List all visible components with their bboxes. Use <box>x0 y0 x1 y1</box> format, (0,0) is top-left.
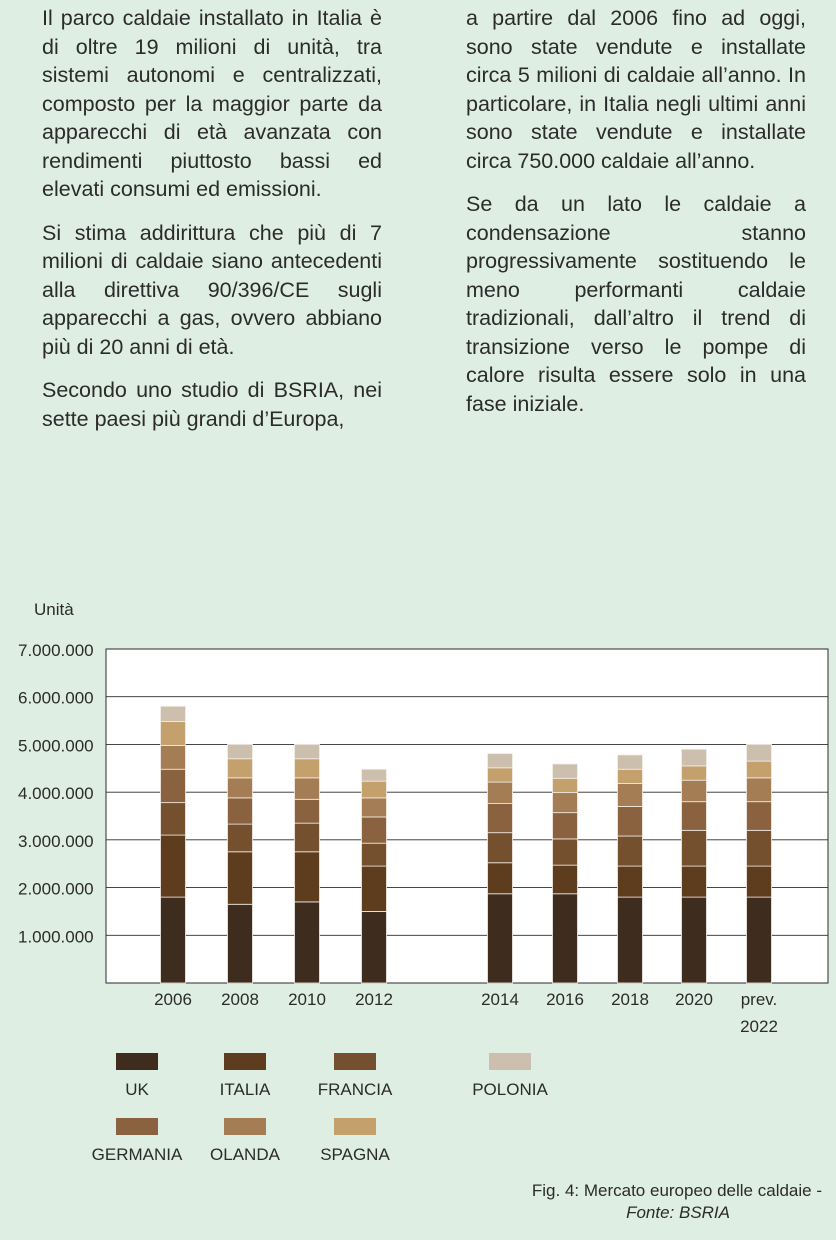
x-tick-label: 2006 <box>154 990 192 1009</box>
y-tick-label: 7.000.000 <box>18 641 94 660</box>
x-tick-label: 2022 <box>740 1017 778 1036</box>
legend-swatch <box>224 1118 266 1135</box>
bar-segment <box>747 761 772 778</box>
bar-segment <box>682 766 707 780</box>
y-tick-label: 6.000.000 <box>18 688 94 708</box>
bar-segment <box>228 824 253 852</box>
bar-segment <box>362 866 387 911</box>
bar-segment <box>295 902 320 983</box>
bar-segment <box>488 863 513 894</box>
y-tick-label: 2.000.000 <box>18 879 94 899</box>
bar-segment <box>228 852 253 904</box>
bar-segment <box>747 866 772 897</box>
bar-segment <box>362 769 387 781</box>
plot-area <box>106 649 828 983</box>
bar-segment <box>295 823 320 852</box>
bar-segment <box>747 897 772 983</box>
bar-segment <box>362 798 387 817</box>
paragraph: Se da un lato le caldaie a condensazione stanno progressivamente sostituendo le meno performanti caldaie tradizionali, dall’altro il trend di transizione verso le pompe di calore risulta essere solo in una fase iniziale. <box>466 192 806 416</box>
bar-segment <box>553 894 578 983</box>
bar-segment <box>618 784 643 807</box>
bar-segment <box>682 897 707 983</box>
legend-swatch <box>334 1118 376 1135</box>
bar-segment <box>228 778 253 798</box>
paragraph: Secondo uno studio di BSRIA, nei sette paesi più grandi d’Europa, <box>42 378 382 431</box>
legend-label: OLANDA <box>210 1145 280 1164</box>
bar-segment <box>618 806 643 836</box>
legend-label: SPAGNA <box>320 1145 390 1164</box>
x-tick-label: 2008 <box>221 990 259 1009</box>
x-tick-label: 2020 <box>675 990 713 1009</box>
bar-segment <box>228 759 253 778</box>
bar-segment <box>553 813 578 839</box>
bar-segment <box>553 793 578 813</box>
bar-segment <box>161 897 186 983</box>
bar-segment <box>161 722 186 746</box>
bar-segment <box>747 778 772 802</box>
bar-segment <box>682 802 707 831</box>
bar-segment <box>488 782 513 803</box>
bar-segment <box>618 836 643 866</box>
bar-segment <box>747 802 772 831</box>
bar-segment <box>682 830 707 866</box>
caption-title: Fig. 4: Mercato europeo delle caldaie - <box>531 1181 822 1200</box>
bar-segment <box>228 904 253 983</box>
x-tick-label: 2012 <box>355 990 393 1009</box>
paragraph: Il parco caldaie installato in Italia è di oltre 19 milioni di unità, tra sistemi autonomi e centralizzati, composto per la maggior parte da apparecchi di età avanzata con rendimenti piuttosto bassi ed elevati consumi ed emissioni. <box>42 6 382 201</box>
legend-swatch <box>334 1053 376 1070</box>
bar-segment <box>553 764 578 778</box>
bar-segment <box>488 804 513 833</box>
bar-segment <box>747 744 772 761</box>
bar-segment <box>488 894 513 983</box>
bar-segment <box>618 769 643 783</box>
x-tick-label: 2016 <box>546 990 584 1009</box>
bar-segment <box>747 830 772 866</box>
x-tick-label: 2014 <box>481 990 519 1009</box>
bar-segment <box>682 749 707 766</box>
legend-label: FRANCIA <box>317 1080 393 1099</box>
bar-segment <box>488 833 513 863</box>
bar-segment <box>161 835 186 897</box>
legend-swatch <box>116 1053 158 1070</box>
bar-segment <box>618 897 643 983</box>
bar-segment <box>488 753 513 767</box>
bar-segment <box>362 843 387 866</box>
bar-segment <box>682 780 707 801</box>
legend-label: GERMANIA <box>91 1145 183 1164</box>
bar-segment <box>161 745 186 769</box>
bar-segment <box>362 817 387 843</box>
bar-segment <box>488 768 513 782</box>
x-tick-label: 2010 <box>288 990 326 1009</box>
bar-segment <box>295 799 320 823</box>
bar-segment <box>682 866 707 897</box>
bar-segment <box>295 778 320 799</box>
bar-segment <box>553 865 578 894</box>
x-tick-label: 2018 <box>611 990 649 1009</box>
bar-segment <box>161 769 186 802</box>
bar-segment <box>228 744 253 758</box>
bar-segment <box>618 755 643 769</box>
y-tick-label: 5.000.000 <box>18 736 94 756</box>
bar-segment <box>161 706 186 721</box>
bar-segment <box>295 744 320 758</box>
caption-source: Fonte: BSRIA <box>626 1203 730 1222</box>
legend-swatch <box>116 1118 158 1135</box>
bar-segment <box>553 839 578 865</box>
paragraph: Si stima addirittura che più di 7 milioni di caldaie siano antecedenti alla direttiva 90/396/CE sugli apparecchi a gas, ovvero abbiano più di 20 anni di età. <box>42 220 382 359</box>
bar-segment <box>362 781 387 798</box>
y-tick-label: 3.000.000 <box>18 831 94 851</box>
legend-label: POLONIA <box>472 1080 548 1099</box>
legend-label: UK <box>125 1080 149 1099</box>
legend-swatch <box>489 1053 531 1070</box>
bar-segment <box>362 911 387 983</box>
legend-label: ITALIA <box>219 1080 271 1099</box>
legend-swatch <box>224 1053 266 1070</box>
paragraph: a partire dal 2006 fino ad oggi, sono state vendute e installate circa 5 milioni di caldaie all’anno. In particolare, in Italia negli ultimi anni sono state vendute e installate circa 750.000 caldaie all’anno. <box>466 6 806 173</box>
y-axis-label: Unità <box>34 600 74 619</box>
bar-segment <box>295 852 320 902</box>
bar-segment <box>618 866 643 897</box>
bar-segment <box>553 778 578 792</box>
bar-segment <box>228 798 253 824</box>
bar-segment <box>295 759 320 778</box>
y-tick-label: 4.000.000 <box>18 784 94 804</box>
x-tick-label: prev. <box>740 990 778 1009</box>
bar-segment <box>161 803 186 835</box>
figure-caption <box>422 1180 822 1224</box>
y-tick-label: 1.000.000 <box>18 927 94 947</box>
